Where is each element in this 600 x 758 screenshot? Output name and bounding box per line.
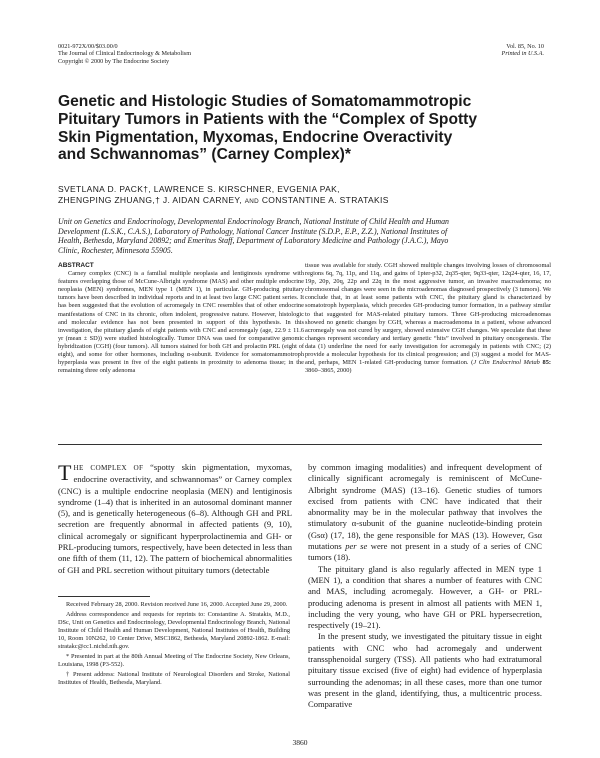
header-line: The Journal of Clinical Endocrinology & Metabolism: [58, 50, 192, 58]
affiliations: Unit on Genetics and Endocrinology, Developmental Endocrinology Branch, National Institute of Child Health and Human Development (L.S.K., C.A.S.), Laboratory of Pathology, National Cancer Institute (S.D.P., E.P., Z.Z.), National Institutes of Health, Bethesda, Maryland 20892; and Emeritus Staff, Department of Laboratory Medicine and Pathology (J.A.C.), Mayo Clinic, Rochester, Minnesota 55905.: [58, 217, 449, 255]
authors-part-a: ZHENGPING ZHUANG,† J. AIDAN CARNEY,: [58, 195, 243, 205]
printed-in: Printed in U.S.A.: [501, 50, 544, 58]
paragraph: [308, 462, 542, 564]
body-left-column: [58, 462, 292, 576]
body-right-column: [308, 462, 542, 711]
volume-info: Vol. 85, No. 10: [506, 43, 544, 50]
citation-volume: 85:: [542, 359, 551, 367]
lead-in: HE COMPLEX OF: [73, 464, 144, 472]
paragraph-text: were not present in a study of a series of CNC tumors (18).: [308, 541, 543, 563]
intro-text: “spotty skin pigmentation, myxomas, endocrine overactivity, and schwannomas” or Carney complex (CNC) is a multiple endocrine neoplasia (MEN) and lentiginosis syndrome (1–4) that is inherited in an autosomal dominant manner (5), and is genetically heterogeneous (6–8). Although GH and PRL secretion are frequently abnormal in affected patients (9, 10), clinical acromegaly or significant hyperprolactinemia and GH- or PRL-producing tumors, respectively, have been detected in less than one fifth of them (11, 12). The pattern of biochemical abnormalities of GH and PRL secretion without pituitary tumors (detectable: [58, 462, 292, 575]
abstract-heading: ABSTRACT: [58, 262, 94, 269]
abstract-right-column: [305, 262, 551, 375]
header-line: Copyright © 2000 by The Endocrine Society: [58, 57, 170, 65]
paragraph: The pituitary gland is also regularly affected in MEN type 1 (MEN 1), a condition that shares a number of features with CNC and MAS, including acromegaly. However, a GH- or PRL-producing adenoma is present in almost all patients with MEN 1, including the very young, who have GH or PRL hypersecretion, respectively (19–21).: [308, 563, 542, 631]
abstract-divider: [58, 444, 542, 445]
footnote-presented: * Presented in part at the 80th Annual Meeting of The Endocrine Society, New Orleans, Louisiana, 1998 (P3-552).: [58, 653, 290, 668]
paragraph: In the present study, we investigated the pituitary tissue in eight patients with CNC who had acromegaly and underwent transsphenoidal surgery (TSS). All patients who had extratumoral pituitary tissue excised (five of eight) had evidence of hyperplasia surrounding the adenomas; in all these cases, more than one tumor was present in the gland, identifying, thus, a multicentric process. Comparative: [308, 631, 542, 710]
footnote-address: Address correspondence and requests for reprints to: Constantine A. Stratakis, M.D., DSc, Unit on Genetics and Endocrinology, Developmental Endocrinology Branch, National Institute of Child Health and Human Development, National Institutes of Health, Building 10, Room 10N262, 10 Center Drive, MSC1862, Bethesda, Maryland 20892-1862. E-mail: stratakc@cc1.nichd.nih.gov.: [58, 611, 290, 650]
article-title: Genetic and Histologic Studies of Somatomammotropic Pituitary Tumors in Patients with the “Complex of Spotty Skin Pigmentation, Myxomas, Endocrine Overactivity and Schwannomas” (Carney Complex)*: [58, 93, 478, 164]
authors-part-b: CONSTANTINE A. STRATAKIS: [261, 195, 389, 205]
journal-header: [58, 43, 191, 65]
author-line-2: [58, 195, 458, 207]
abstract-text-left: Carney complex (CNC) is a familial multiple neoplasia and lentiginosis syndrome with features overlapping those of McCune-Albright syndrome (MAS) and other multiple endocrine neoplasia (MEN) syndromes, MEN type 1 (MEN 1), in particular. GH-producing pituitary tumors have been described in individual reports and in at least two large CNC patient series. It has been suggested that the evolution of acromegaly in CNC resembles that of other endocrine manifestations of CNC in its chronic, often indolent, progressive nature. However, histologic and molecular evidence has not been presented in support of this hypothesis. In this investigation, the pituitary glands of eight patients with CNC and acromegaly (age, 22.9 ± 11.6 yr (mean ± SD)) were studied histologically. Tumor DNA was used for comparative genomic hybridization (CGH) (four tumors). All tumors stained for both GH and prolactin PRL (eight of eight), and some for other hormones, including α-subunit. Evidence for somatomammotroph hyperplasia was present in five of the eight patients in proximity to adenoma tissue; in the remaining three only adenoma: [58, 270, 304, 375]
abstract-left-column: [58, 262, 304, 375]
header-line: 0021-972X/00/$03.00/0: [58, 43, 118, 50]
paragraph-text: by common imaging modalities) and infrequent development of clinically significant acromegaly is reminiscent of McCune-Albright syndrome (MAS) (13–16). Genetic studies of tumors excised from patients with CNC have indicated that their abnormality may be in the molecular pathway that involves the stimulatory α-subunit of the guanine nucleotide-binding protein (Gsα) (17, 18), the gene responsible for MAS (13). However, Gsα mutations: [308, 462, 542, 552]
author-line-1: SVETLANA D. PACK†, LAWRENCE S. KIRSCHNER, EVGENIA PAK,: [58, 184, 340, 194]
author-list: [58, 184, 458, 207]
authors-and: AND: [244, 198, 260, 205]
volume-header: [502, 43, 544, 58]
citation-pages: 3860–3865, 2000): [305, 367, 352, 375]
footnote-received: Received February 28, 2000. Revision received June 16, 2000. Accepted June 29, 2000.: [66, 601, 288, 608]
page-number: 3860: [292, 738, 308, 747]
italic-term: per se: [345, 541, 368, 552]
footnotes: [58, 601, 290, 689]
footnote-present-address: † Present address: National Institute of Neurological Disorders and Stroke, National Institutes of Health, Bethesda, Maryland.: [58, 671, 290, 686]
abstract-text-right: tissue was available for study. CGH showed multiple changes involving losses of chromosomal regions 6q, 7q, 11p, and 11q, and gains of 1pter-p32, 2q35-qter, 9q33-qter, 12q24-qter, 16, 17, 19p, 20p, 20q, 22p and 22q in the most aggressive tumor, an invasive macroadenoma; no chromosomal changes were seen in the microadenomas diagnosed prospectively (3 tumors). We conclude that, in at least some patients with CNC, the pituitary gland is characterized by somatotroph hyperplasia, which precedes GH-producing tumor formation, in a pathway similar to that suggested for MAS-related pituitary tumors. Three GH-producing microadenomas showed no genetic changes by CGH, whereas a macroadenoma in a patient, whose advanced acromegaly was not cured by surgery, showed extensive CGH changes. We speculate that these changes represent secondary and tertiary genetic “hits” involved in pituitary oncogenesis. The data (1) underline the need for early investigation for acromegaly in patients with CNC; (2) provide a molecular hypothesis for its clinical progression; and (3) suggest a model for MAS- and, perhaps, MEN 1-related GH-producing tumor formation. (: [305, 262, 551, 367]
citation-journal: J Clin Endocrinol Metab: [473, 359, 540, 367]
footnote-divider: [58, 596, 150, 597]
drop-cap: T: [58, 460, 72, 485]
